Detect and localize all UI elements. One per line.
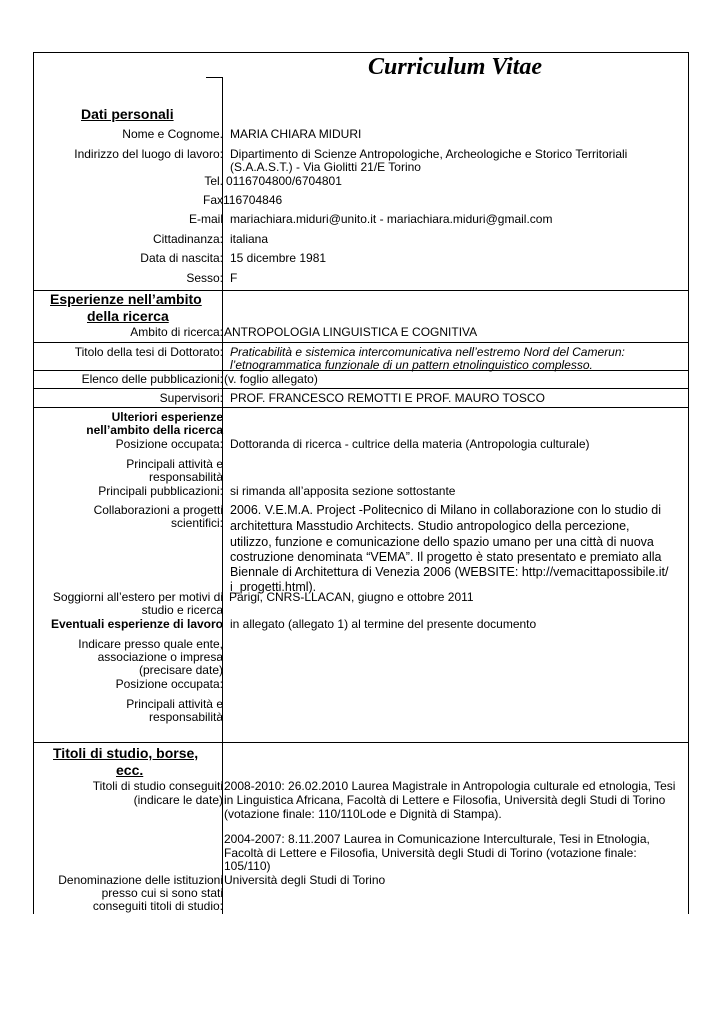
institution-label-line3: conseguiti titoli di studio: xyxy=(92,899,223,913)
birth-label: Data di nascita: xyxy=(140,251,223,265)
employer-label-line3: (precisare date) xyxy=(138,663,223,677)
email-value: mariachiara.miduri@unito.it - mariachiara.miduri@gmail.com xyxy=(230,212,553,226)
title2-line-2: Facoltà di Lettere e Filosofia, Università degli Studi di Torino (votazione finale: xyxy=(224,846,637,860)
further-research-heading-line2: nell’ambito della ricerca xyxy=(86,423,223,437)
thesis-line-2: l’etnogrammatica funzionale di un pattern etnolinguistico complesso. xyxy=(230,358,593,372)
section-heading-education: Titoli di studio, borse, xyxy=(53,745,199,761)
work-activities-label: Principali attività e xyxy=(126,697,223,711)
supervisors-value: PROF. FRANCESCO REMOTTI E PROF. MAURO TOSCO xyxy=(230,391,545,405)
row-divider xyxy=(33,342,689,343)
institution-label-line2: presso cui si sono stati xyxy=(101,886,223,900)
collaborations-line-3: utilizzo, funzione e comunicazione dello spazio umano per una città di nuova xyxy=(230,535,654,549)
fax-value: 116704846 xyxy=(223,193,283,207)
activities-label-line2: responsabilità xyxy=(148,470,223,484)
row-divider xyxy=(33,407,689,408)
frame-right xyxy=(688,52,689,914)
collaborations-line-6: i_progetti.html). xyxy=(230,580,317,594)
collaborations-line-1: 2006. V.E.M.A. Project -Politecnico di Milano in collaborazione con lo studio di xyxy=(230,503,662,517)
institution-value: Università degli Studi di Torino xyxy=(224,873,386,887)
citizenship-value: italiana xyxy=(230,232,269,246)
tel-value: 0116704800/6704801 xyxy=(226,174,342,188)
title2-line-1: 2004-2007: 8.11.2007 Laurea in Comunicazione Interculturale, Tesi in Etnologia, xyxy=(224,832,650,846)
employer-label: Indicare presso quale ente, xyxy=(78,637,223,651)
title1-line-3: (votazione finale: 110/110Lode e Dignità di Stampa). xyxy=(224,807,502,821)
corner-tick xyxy=(206,77,222,78)
work-position-label: Posizione occupata: xyxy=(115,677,223,691)
work-experience-heading: Eventuali esperienze di lavoro xyxy=(50,617,223,631)
collaborations-line-5: Biennale di Architettura di Venezia 2006 (WEBSITE: http://vemacittapossibile.it/ xyxy=(230,565,669,579)
activities-label: Principali attività e xyxy=(126,457,223,471)
row-divider xyxy=(33,388,689,389)
section-heading-research-line2: della ricerca xyxy=(87,308,169,324)
supervisors-label: Supervisori: xyxy=(159,391,223,405)
fax-label: Fax xyxy=(202,193,223,207)
abroad-label-line2: studio e ricerca xyxy=(141,603,223,617)
title1-line-1: 2008-2010: 26.02.2010 Laurea Magistrale in Antropologia culturale ed etnologia, Tesi xyxy=(224,779,676,793)
birth-value: 15 dicembre 1981 xyxy=(230,251,327,265)
title2-line-3: 105/110) xyxy=(224,859,271,873)
research-field-value: ANTROPOLOGIA LINGUISTICA E COGNITIVA xyxy=(224,325,478,339)
address-label: Indirizzo del luogo di lavoro: xyxy=(74,147,223,161)
thesis-label: Titolo della tesi di Dottorato: xyxy=(74,345,223,359)
tel-label: Tel. xyxy=(204,174,223,188)
abroad-value: Parigi, CNRS-LLACAN, giugno e ottobre 2011 xyxy=(229,590,474,604)
title1-line-2: in Linguistica Africana, Facoltà di Lettere e Filosofia, Università degli Studi di Torino xyxy=(224,793,666,807)
publications-value: (v. foglio allegato) xyxy=(224,372,318,386)
publications-label: Elenco delle pubblicazioni: xyxy=(81,372,223,386)
row-divider xyxy=(33,742,689,743)
titles-label-line2: (indicare le date) xyxy=(133,793,223,807)
email-label: E-mail xyxy=(188,212,223,226)
frame-top xyxy=(33,52,689,53)
section-heading-education-line2: ecc. xyxy=(116,762,144,778)
employer-label-line2: associazione o impresa xyxy=(97,650,223,664)
citizenship-label: Cittadinanza: xyxy=(152,232,223,246)
address-line-2: (S.A.A.S.T.) - Via Giolitti 21/E Torino xyxy=(230,160,421,174)
work-activities-label-line2: responsabilità xyxy=(148,710,223,724)
collaborations-line-2: architettura Masstudio Architects. Studio antropologico della percezione, xyxy=(230,519,630,533)
position-value: Dottoranda di ricerca - cultrice della materia (Antropologia culturale) xyxy=(230,437,590,451)
position-label: Posizione occupata: xyxy=(115,437,223,451)
titles-label: Titoli di studio conseguiti xyxy=(92,779,223,793)
abroad-label: Soggiorni all’estero per motivi di xyxy=(52,590,223,604)
further-research-heading: Ulteriori esperienze xyxy=(111,410,223,424)
thesis-line-1: Praticabilità e sistemica intercomunicativa nell’estremo Nord del Camerun: xyxy=(230,345,625,359)
research-field-label: Ambito di ricerca: xyxy=(130,325,223,339)
collaborations-label: Collaborazioni a progetti xyxy=(93,503,223,517)
section-heading-personal: Dati personali xyxy=(81,106,174,122)
section-heading-research: Esperienze nell’ambito xyxy=(50,291,202,307)
collaborations-line-4: costruzione denominata “VEMA”. Il progetto è stato presentato e premiato alla xyxy=(230,550,662,564)
address-line-1: Dipartimento di Scienze Antropologiche, Archeologiche e Storico Territoriali xyxy=(230,147,628,161)
document-title: Curriculum Vitae xyxy=(368,54,543,80)
main-publications-value: si rimanda all’apposita sezione sottostante xyxy=(230,484,456,498)
work-experience-value: in allegato (allegato 1) al termine del presente documento xyxy=(230,617,537,631)
frame-left xyxy=(33,52,34,914)
name-label: Nome e Cognome. xyxy=(122,127,223,141)
institution-label: Denominazione delle istituzioni xyxy=(58,873,223,887)
name-value: MARIA CHIARA MIDURI xyxy=(230,127,362,141)
collaborations-label-line2: scientifici: xyxy=(170,516,223,530)
sex-label: Sesso: xyxy=(186,271,223,285)
main-publications-label: Principali pubblicazioni: xyxy=(98,484,223,498)
sex-value: F xyxy=(230,271,238,285)
